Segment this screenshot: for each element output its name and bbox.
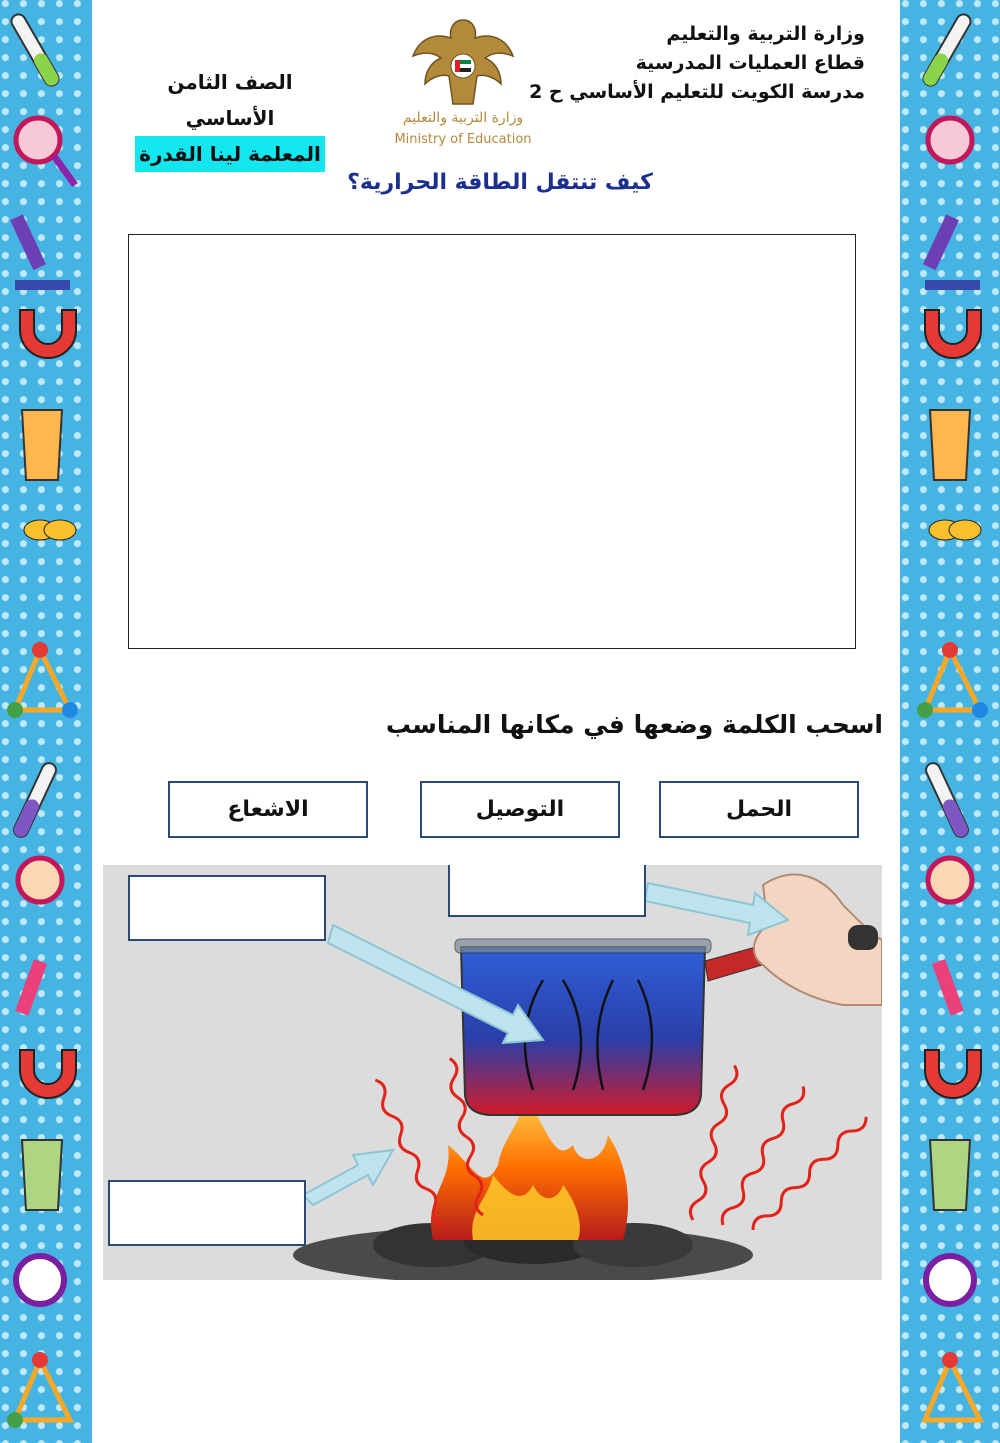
ministry-line-1: وزارة التربية والتعليم <box>666 23 865 45</box>
falcon-emblem-icon <box>388 14 538 110</box>
flame-icon <box>431 1095 628 1240</box>
school-line: مدرسة الكويت للتعليم الأساسي ح 2 <box>529 81 865 103</box>
instruction-text: اسحب الكلمة وضعها في مكانها المناسب <box>385 710 883 739</box>
drop-box-conduction-target[interactable] <box>448 865 646 917</box>
magnet-icon <box>925 1050 981 1098</box>
test-tube-icon <box>12 761 58 839</box>
drop-box-convection-target[interactable] <box>128 875 326 941</box>
molecule-icon <box>917 642 988 718</box>
ministry-logo <box>388 14 538 154</box>
magnifier-icon <box>16 1256 64 1304</box>
drop-box-radiation-target[interactable] <box>108 1180 306 1246</box>
test-tube-icon <box>924 761 970 839</box>
magnifier-icon <box>18 858 62 902</box>
beaker-icon <box>22 1140 62 1210</box>
magnifier-icon <box>928 858 972 902</box>
heat-transfer-illustration <box>103 865 882 1280</box>
microscope-icon <box>15 959 47 1015</box>
test-tube-icon <box>9 12 61 88</box>
butterfly-icon <box>929 520 981 540</box>
ministry-header <box>529 20 865 107</box>
test-tube-icon <box>921 12 973 88</box>
left-decorative-border <box>0 0 92 1443</box>
beaker-icon <box>930 1140 970 1210</box>
answer-area[interactable] <box>128 234 856 649</box>
molecule-icon <box>7 1352 70 1428</box>
microscope-icon <box>10 214 70 290</box>
word-convection[interactable]: الحمل <box>659 781 859 838</box>
molecule-icon <box>925 1352 980 1420</box>
beaker-icon <box>22 410 62 480</box>
microscope-icon <box>923 214 980 290</box>
word-radiation[interactable]: الاشعاع <box>168 781 368 838</box>
magnet-icon <box>20 1050 76 1098</box>
teacher-name: المعلمة لينا القدرة <box>135 136 325 172</box>
hand-icon <box>754 875 882 1005</box>
beaker-icon <box>930 410 970 480</box>
magnet-icon <box>20 310 76 358</box>
butterfly-icon <box>24 520 76 540</box>
right-decorative-border <box>900 0 1000 1443</box>
magnet-icon <box>925 310 981 358</box>
magnifier-icon <box>928 118 972 162</box>
word-conduction[interactable]: التوصيل <box>420 781 620 838</box>
magnifier-icon <box>926 1256 974 1304</box>
question-title: كيف تنتقل الطاقة الحرارية؟ <box>347 170 653 195</box>
logo-text-english: Ministry of Education <box>394 132 532 147</box>
microscope-icon <box>932 959 964 1015</box>
ministry-line-2: قطاع العمليات المدرسية <box>635 52 865 74</box>
grade-label: الصف الثامن الأساسي <box>167 70 293 130</box>
molecule-icon <box>7 642 78 718</box>
logo-text-arabic: وزارة التربية والتعليم <box>402 110 524 126</box>
class-header <box>130 64 330 172</box>
